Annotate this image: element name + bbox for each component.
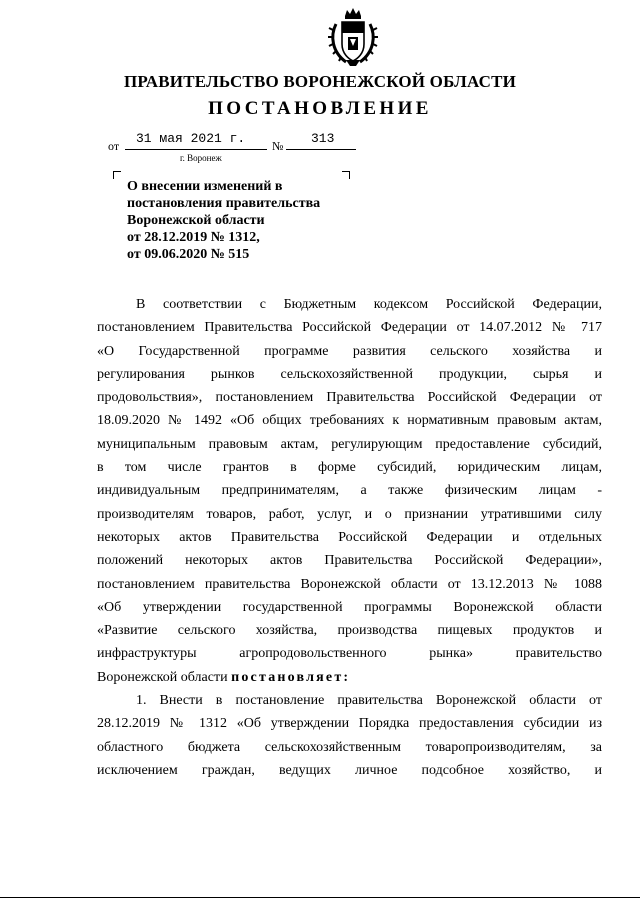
body-line: постановлением правительства Воронежской области от 13.12.2013 № 1088 (97, 576, 602, 592)
body-line: продовольствия», постановлением Правительства Российской Федерации от (97, 390, 602, 406)
body-line: постановлением Правительства Российской Федерации от 14.07.2012 № 717 (97, 320, 602, 336)
organization-title: ПРАВИТЕЛЬСТВО ВОРОНЕЖСКОЙ ОБЛАСТИ (123, 72, 517, 91)
item-1-line: исключением граждан, ведущих личное подсобное хозяйство, и (97, 762, 602, 778)
decree-word: постановляет: (231, 669, 351, 685)
date-prefix: от (108, 139, 120, 153)
body-line: «О Государственной программе развития сельского хозяйства и (97, 343, 602, 359)
document-date: 31 мая 2021 г. (136, 131, 246, 146)
body-line: муниципальным правовым актам, регулирующим предоставление субсидий, (97, 436, 602, 452)
city-label: г. Воронеж (180, 153, 222, 163)
body-line: положений некоторых актов Правительства Российской Федерации», (97, 553, 602, 569)
body-line: индивидуальным предпринимателям, а также физическим лицам - (97, 483, 602, 499)
document-number: 313 (311, 131, 335, 146)
subject-line: О внесении изменений в (127, 179, 283, 194)
item-1-line: 28.12.2019 № 1312 «Об утверждении Порядка предоставления субсидии из (97, 716, 602, 732)
subject-line: Воронежской области (127, 213, 265, 228)
body-line-decree (97, 666, 602, 689)
body-line: «Об утверждении государственной программы Воронежской области (97, 599, 602, 615)
subject-line: от 28.12.2019 № 1312, (127, 230, 260, 245)
body-line: 18.09.2020 № 1492 «Об общих требованиях к нормативным правовым актам, (97, 413, 602, 429)
preamble-tail: Воронежской области (97, 669, 232, 685)
item-1-line: 1. Внести в постановление правительства Воронежской области от (136, 693, 602, 709)
number-prefix: № (272, 139, 284, 153)
body-line: инфраструктуры агропродовольственного рынка» правительство (97, 646, 602, 662)
subject-line: от 09.06.2020 № 515 (127, 247, 250, 262)
item-1-line: областного бюджета сельскохозяйственным товаропроизводителям, за (97, 739, 602, 755)
body-line: производителям товаров, работ, услуг, и о признании утратившими силу (97, 506, 602, 522)
body-line: «Развитие сельского хозяйства, производства пищевых продуктов и (97, 623, 602, 639)
coat-of-arms-icon (326, 6, 380, 68)
document-subject (127, 178, 357, 263)
subject-corner-left (113, 171, 121, 179)
document-body (97, 293, 602, 782)
subject-line: постановления правительства (127, 196, 321, 211)
document-type-title: ПОСТАНОВЛЕНИЕ (208, 98, 432, 119)
number-underline (286, 149, 356, 150)
body-line: В соответствии с Бюджетным кодексом Российской Федерации, (136, 297, 602, 312)
date-underline (125, 149, 267, 150)
body-line: в том числе грантов в форме субсидий, юридическим лицам, (97, 460, 602, 476)
date-number-row (108, 131, 368, 155)
page-bottom-rule (0, 897, 640, 898)
body-line: регулирования рынков сельскохозяйственной продукции, сырья и (97, 366, 602, 382)
body-line: некоторых актов Правительства Российской Федерации и отдельных (97, 529, 602, 545)
